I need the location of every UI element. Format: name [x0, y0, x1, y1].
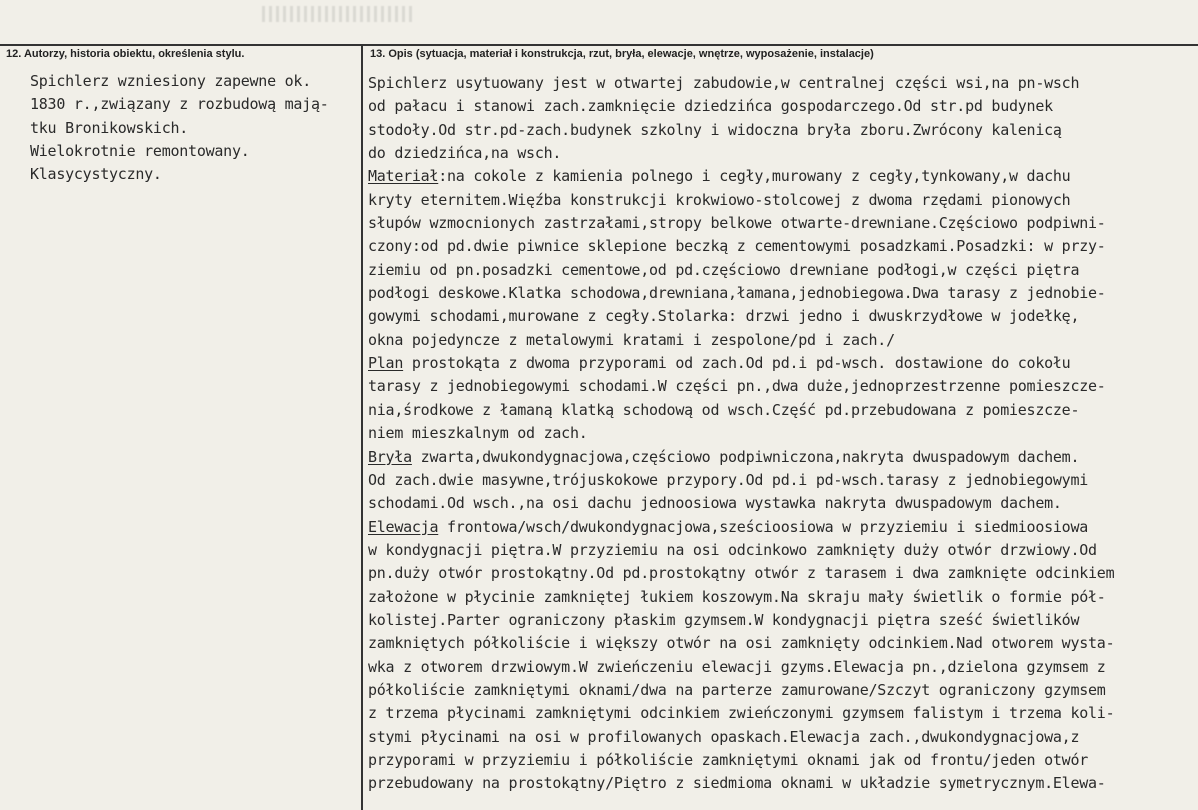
section-keyword: Bryła: [368, 447, 412, 466]
description-line: [368, 165, 1114, 188]
description-line-text: frontowa/wsch/dwukondygnacjowa,sześcioosiowa w przyziemiu i siedmioosiowa: [438, 517, 1089, 536]
description-line: [368, 329, 1114, 352]
description-line: [368, 586, 1114, 609]
description-line-text: stodoły.Od str.pd-zach.budynek szkolny i widoczna bryła zboru.Zwrócony kalenicą: [368, 120, 1062, 139]
description-line-text: stymi płycinami na osi w profilowanych opaskach.Elewacja zach.,dwukondygnacjowa,z: [368, 727, 1080, 746]
description-line: [368, 702, 1114, 725]
description-line: [368, 72, 1114, 95]
description-line: [368, 562, 1114, 585]
history-line: Klasycystyczny.: [30, 165, 162, 184]
description-line-text: półkoliście zamkniętymi oknami/dwa na parterze zamurowane/Szczyt ograniczony gzymsem: [368, 680, 1106, 699]
description-line: [368, 492, 1114, 515]
history-text: [30, 70, 329, 187]
description-line-text: prostokąta z dwoma przyporami od zach.Od pd.i pd-wsch. dostawione do cokołu: [403, 354, 1071, 373]
description-line: [368, 679, 1114, 702]
section-keyword: Materiał: [368, 167, 439, 186]
description-line-text: z trzema płycinami zamkniętymi odcinkiem zwieńczonymi gzymsem falistym i trzema koli-: [368, 704, 1115, 723]
description-line: [368, 469, 1114, 492]
section-13-header: 13. Opis (sytuacja, materiał i konstrukcja, rzut, bryła, elewacje, wnętrze, wyposażenie, instalacje): [370, 48, 874, 60]
description-line-text: do dziedzińca,na wsch.: [368, 144, 562, 163]
description-line: [368, 656, 1114, 679]
description-line-text: kolistej.Parter ograniczony płaskim gzymsem.W kondygnacji piętra sześć świetlików: [368, 610, 1080, 629]
section-12-header: 12. Autorzy, historia obiektu, określenia stylu.: [6, 48, 245, 60]
description-line-text: przyporami w przyziemiu i półkoliście zamkniętymi oknami jak od frontu/jeden otwór: [368, 750, 1089, 769]
description-line-text: nia,środkowe z łamaną klatką schodową od wsch.Część pd.przebudowana z pomieszcze-: [368, 400, 1080, 419]
description-line-text: tarasy z jednobiegowymi schodami.W części pn.,dwa duże,jednoprzestrzenne pomieszcze-: [368, 377, 1106, 396]
stamp-smudge: [262, 6, 412, 22]
description-line-text: pn.duży otwór prostokątny.Od pd.prostokątny otwór z tarasem i dwa zamknięte odcinkiem: [368, 564, 1115, 583]
description-line: [368, 609, 1114, 632]
description-line: [368, 142, 1114, 165]
description-text: [368, 72, 1114, 796]
description-line: [368, 632, 1114, 655]
description-line: [368, 259, 1114, 282]
description-line-text: założone w płycinie zamkniętej łukiem koszowym.Na skraju mały świetlik o formie pół-: [368, 587, 1106, 606]
description-line-text: ziemiu od pn.posadzki cementowe,od pd.częściowo drewniane podłogi,w części piętra: [368, 260, 1080, 279]
description-line: [368, 282, 1114, 305]
description-line: [368, 749, 1114, 772]
description-line-text: od pałacu i stanowi zach.zamknięcie dziedzińca gospodarczego.Od str.pd budynek: [368, 97, 1053, 116]
description-line-text: zwarta,dwukondygnacjowa,częściowo podpiwniczona,nakryta dwuspadowym dachem.: [411, 447, 1080, 466]
description-line-text: gowymi schodami,murowane z cegły.Stolarka: drzwi jedno i dwuskrzydłowe w jodełkę,: [368, 307, 1080, 326]
description-line-text: wka z otworem drzwiowym.W zwieńczeniu elewacji gzyms.Elewacja pn.,dzielona gzymsem z: [368, 657, 1106, 676]
history-line: Spichlerz wzniesiony zapewne ok.: [30, 72, 311, 90]
description-line-text: zamkniętych półkoliście i większy otwór na osi zamknięty odcinkiem.Nad otworem wysta-: [368, 634, 1115, 653]
description-line: [368, 516, 1114, 539]
description-line: [368, 539, 1114, 562]
description-line: [368, 772, 1114, 795]
section-keyword: Elewacja: [368, 517, 439, 536]
description-line-text: w kondygnacji piętra.W przyziemiu na osi odcinkowo zamknięty duży otwór drzwiowy.Od: [368, 540, 1097, 559]
description-line-text: czony:od pd.dwie piwnice sklepione beczką z cementowymi posadzkami.Posadzki: w przy-: [368, 237, 1106, 256]
description-line: [368, 189, 1114, 212]
column-divider: [361, 44, 363, 810]
description-line: [368, 422, 1114, 445]
history-line: tku Bronikowskich.: [30, 118, 189, 137]
description-line: [368, 235, 1114, 258]
description-line-text: okna pojedyncze z metalowymi kratami i zespolone/pd i zach./: [368, 330, 895, 349]
description-line: [368, 375, 1114, 398]
description-line-text: schodami.Od wsch.,na osi dachu jednoosiowa wystawka nakryta dwuspadowym dachem.: [368, 494, 1062, 513]
history-line: Wielokrotnie remontowany.: [30, 142, 250, 161]
section-keyword: Plan: [368, 354, 404, 373]
description-line-text: podłogi deskowe.Klatka schodowa,drewniana,łamana,jednobiegowa.Dwa tarasy z jednobie-: [368, 284, 1106, 303]
description-line-text: słupów wzmocnionych zastrzałami,stropy belkowe otwarte-drewniane.Częściowo podpiwni-: [368, 214, 1106, 233]
description-line: [368, 726, 1114, 749]
description-line-text: niem mieszkalnym od zach.: [368, 424, 588, 443]
description-line-text: kryty eternitem.Więźba konstrukcji krokwiowo-stolcowej z dwoma rzędami pionowych: [368, 190, 1071, 209]
description-line: [368, 119, 1114, 142]
description-line: [368, 352, 1114, 375]
description-line: [368, 446, 1114, 469]
description-line: [368, 399, 1114, 422]
description-line: [368, 95, 1114, 118]
description-line: [368, 212, 1114, 235]
description-line: [368, 305, 1114, 328]
description-line-text: Od zach.dwie masywne,trójuskokowe przypory.Od pd.i pd-wsch.tarasy z jednobiegowymi: [368, 470, 1089, 489]
description-line-text: :na cokole z kamienia polnego i cegły,murowany z cegły,tynkowany,w dachu: [438, 167, 1071, 186]
history-line: 1830 r.,związany z rozbudową mają-: [30, 95, 329, 114]
description-line-text: przebudowany na prostokątny/Piętro z siedmioma oknami w układzie symetrycznym.Elewa-: [368, 774, 1106, 793]
header-rule: [0, 44, 1198, 46]
description-line-text: Spichlerz usytuowany jest w otwartej zabudowie,w centralnej części wsi,na pn-wsch: [368, 74, 1080, 92]
